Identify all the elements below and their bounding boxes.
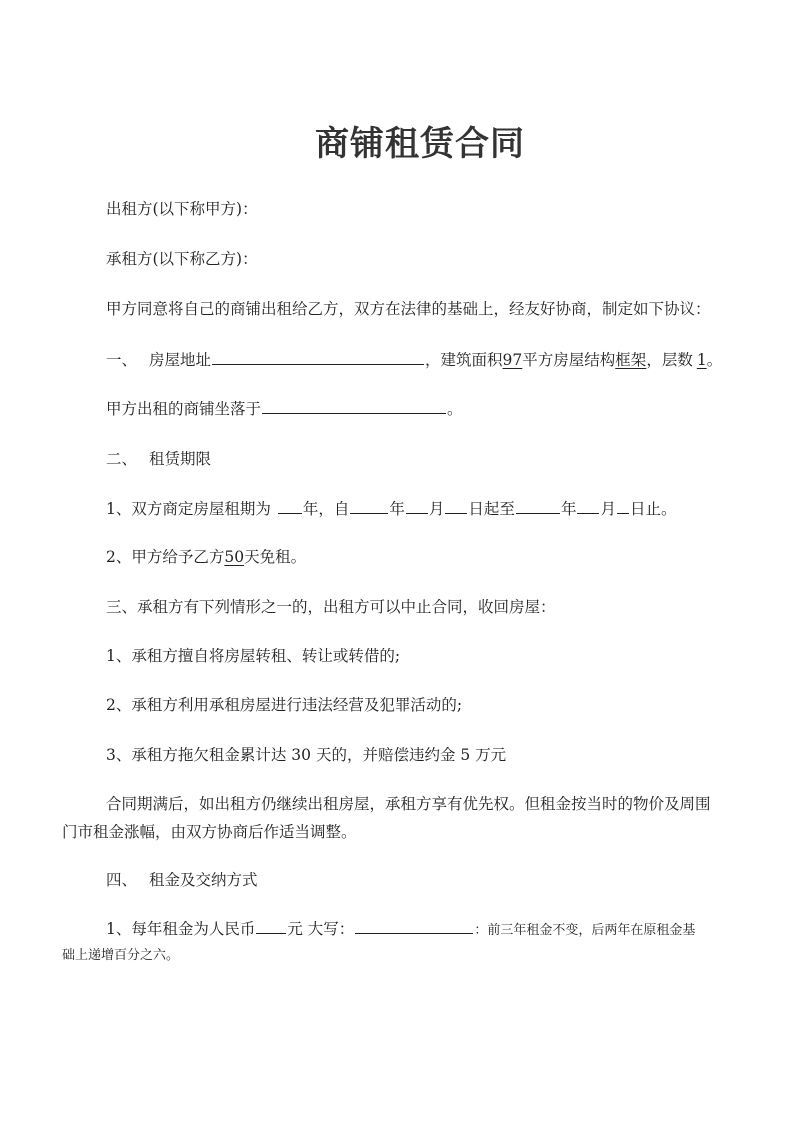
- term-text-a: 1、双方商定房屋租期为: [106, 500, 271, 518]
- rent-amount-blank: [256, 918, 286, 934]
- rent-text-b: 元 大写：: [287, 920, 355, 938]
- rent-text-a: 1、每年租金为人民币: [106, 920, 256, 938]
- section-1-number: 一、: [106, 351, 138, 369]
- section-3-item: 3、承租方拖欠租金累计达 30 天的，并赔偿违约金 5 万元: [106, 746, 507, 764]
- term-text-e: 日起至: [468, 500, 515, 518]
- term-text-c: 年: [389, 500, 405, 518]
- section-2-label: 租赁期限: [149, 450, 212, 468]
- start-day-blank: [445, 498, 467, 514]
- area-value: 97: [502, 351, 523, 369]
- section-3-item: 1、承租方擅自将房屋转租、转让或转借的;: [106, 647, 401, 665]
- end-day-blank: [617, 498, 629, 514]
- section-4-number: 四、: [106, 871, 138, 889]
- area-text: ，建筑面积: [425, 351, 503, 369]
- section-1-property-line: [106, 349, 722, 370]
- free-rent-prefix: 2、甲方给予乙方: [106, 548, 225, 566]
- section-4-heading: [106, 870, 258, 890]
- term-text-b: 年，自: [302, 500, 350, 518]
- free-rent-suffix: 天免租。: [244, 548, 307, 566]
- floors-value: 1: [696, 351, 707, 369]
- structure-value: 框架: [615, 351, 647, 369]
- term-line: [106, 498, 676, 519]
- start-month-blank: [406, 498, 428, 514]
- free-rent-days: 50: [224, 548, 245, 566]
- section-1-end: 。: [706, 351, 723, 369]
- rent-text-c: ：前三年租金不变，后两年在原租金基: [474, 923, 696, 938]
- location-line: [106, 398, 463, 419]
- renewal-paragraph-line-1: 合同期满后，如出租方仍继续出租房屋，承租方享有优先权。但租金按当时的物价及周围: [106, 795, 711, 813]
- section-2-heading: [106, 449, 211, 469]
- section-2-number: 二、: [106, 450, 138, 468]
- rent-uppercase-blank: [355, 918, 473, 934]
- location-blank: [262, 398, 446, 414]
- term-text-h: 日止。: [629, 500, 677, 518]
- term-text-d: 月: [428, 500, 445, 518]
- term-years-blank: [278, 498, 302, 514]
- page-title: 商铺租赁合同: [315, 124, 525, 164]
- rent-line-1: [106, 918, 695, 941]
- intro-paragraph: 甲方同意将自己的商铺出租给乙方，双方在法律的基础上，经友好协商，制定如下协议：: [106, 300, 711, 318]
- address-blank: [212, 349, 424, 365]
- section-3-item: 2、承租方利用承租房屋进行违法经营及犯罪活动的;: [106, 696, 463, 714]
- location-prefix: 甲方出租的商铺坐落于: [106, 400, 262, 418]
- section-1-label: 房屋地址: [149, 351, 212, 369]
- end-year-blank: [516, 498, 560, 514]
- start-year-blank: [350, 498, 388, 514]
- renewal-paragraph-line-2: 门市租金涨幅，由双方协商后作适当调整。: [62, 823, 357, 841]
- floors-text: ，层数: [646, 351, 693, 369]
- lessee-line: 承租方(以下称乙方)：: [106, 250, 258, 268]
- end-month-blank: [577, 498, 599, 514]
- term-text-g: 月: [600, 500, 616, 518]
- location-suffix: 。: [447, 400, 463, 418]
- free-rent-line: [106, 547, 306, 567]
- rent-line-2: 础上递增百分之六。: [62, 948, 180, 963]
- section-4-label: 租金及交纳方式: [149, 871, 258, 889]
- lessor-line: 出租方(以下称甲方)：: [106, 200, 258, 218]
- structure-text: 平方房屋结构: [522, 351, 616, 369]
- term-text-f: 年: [560, 500, 577, 518]
- section-3-heading: 三、承租方有下列情形之一的，出租方可以中止合同，收回房屋：: [106, 598, 556, 616]
